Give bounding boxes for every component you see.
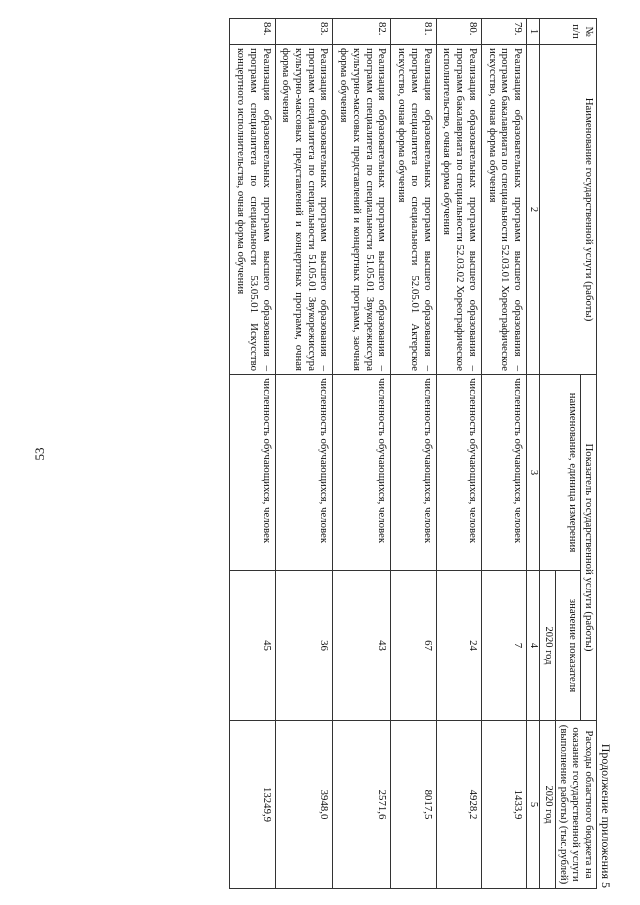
- table-row: [230, 19, 275, 889]
- indicator-unit: численность обучающихся, человек: [275, 375, 333, 571]
- appendix-continuation-label: Продолжение приложения 5: [599, 743, 613, 888]
- header-expenses: Расходы областного бюджета на оказание государственной услуги (выполнение работы) (тыс.рублей): [555, 721, 596, 889]
- page-number: 53: [32, 447, 47, 461]
- indicator-unit: численность обучающихся, человек: [391, 375, 436, 571]
- table-row: [436, 19, 481, 889]
- service-name: Реализация образовательных программ высшего образования – программ специалитета по специальности 51.05.01 Звукорежиссура культурно-массовых представлений и концертных программ, очная форма обучения: [275, 45, 333, 375]
- row-number: 83.: [275, 19, 333, 45]
- column-number: 2: [527, 45, 540, 375]
- header-indicator-value: значение показателя: [555, 571, 580, 721]
- indicator-value: 36: [275, 571, 333, 721]
- column-number: 4: [527, 571, 540, 721]
- services-table: [229, 18, 597, 889]
- table-row: [275, 19, 333, 889]
- rotated-content: [125, 18, 615, 888]
- row-number: 82.: [333, 19, 391, 45]
- indicator-unit: численность обучающихся, человек: [481, 375, 526, 571]
- expense-value: 3948,0: [275, 721, 333, 889]
- indicator-value: 67: [391, 571, 436, 721]
- header-no: № п/п: [540, 19, 597, 45]
- indicator-value: 45: [230, 571, 275, 721]
- indicator-unit: численность обучающихся, человек: [333, 375, 391, 571]
- table-row: [391, 19, 436, 889]
- table-row: [481, 19, 526, 889]
- indicator-value: 24: [436, 571, 481, 721]
- indicator-unit: численность обучающихся, человек: [230, 375, 275, 571]
- header-service-name: Наименование государственной услуги (работы): [540, 45, 597, 375]
- expense-value: 4928,2: [436, 721, 481, 889]
- column-number: 3: [527, 375, 540, 571]
- service-name: Реализация образовательных программ высшего образования – программ специалитета по специальности 51.05.01 Звукорежиссура культурно-массовых представлений и концертных программ, заочная форма обучения: [333, 45, 391, 375]
- column-number: 5: [527, 721, 540, 889]
- indicator-unit: численность обучающихся, человек: [436, 375, 481, 571]
- service-name: Реализация образовательных программ высшего образования – программ бакалавриата по специальности 52.03.01 Хореографическое искусство, очная форма обучения: [481, 45, 526, 375]
- expense-value: 2571,6: [333, 721, 391, 889]
- header-expenses-year: 2020 год: [540, 721, 555, 889]
- expense-value: 1433,9: [481, 721, 526, 889]
- service-name: Реализация образовательных программ высшего образования – программ бакалавриата по специальности 52.03.02 Хореографическое исполнительство, очная форма обучения: [436, 45, 481, 375]
- service-name: Реализация образовательных программ высшего образования – программ специалитета по специальности 53.05.01 Искусство концертного исполнительства, очная форма обучения: [230, 45, 275, 375]
- header-indicator-unit: наименование, единица измерения: [540, 375, 581, 571]
- column-number: 1: [527, 19, 540, 45]
- row-number: 79.: [481, 19, 526, 45]
- table-row: [333, 19, 391, 889]
- row-number: 84.: [230, 19, 275, 45]
- row-number: 80.: [436, 19, 481, 45]
- service-name: Реализация образовательных программ высшего образования – программ специалитета по специальности 52.05.01 Актерское искусство, очная форма обучения: [391, 45, 436, 375]
- header-indicator-group: Показатель государственной услуги (работы): [581, 375, 597, 721]
- indicator-value: 43: [333, 571, 391, 721]
- indicator-value: 7: [481, 571, 526, 721]
- expense-value: 13249,9: [230, 721, 275, 889]
- expense-value: 8017,5: [391, 721, 436, 889]
- header-indicator-year: 2020 год: [540, 571, 555, 721]
- row-number: 81.: [391, 19, 436, 45]
